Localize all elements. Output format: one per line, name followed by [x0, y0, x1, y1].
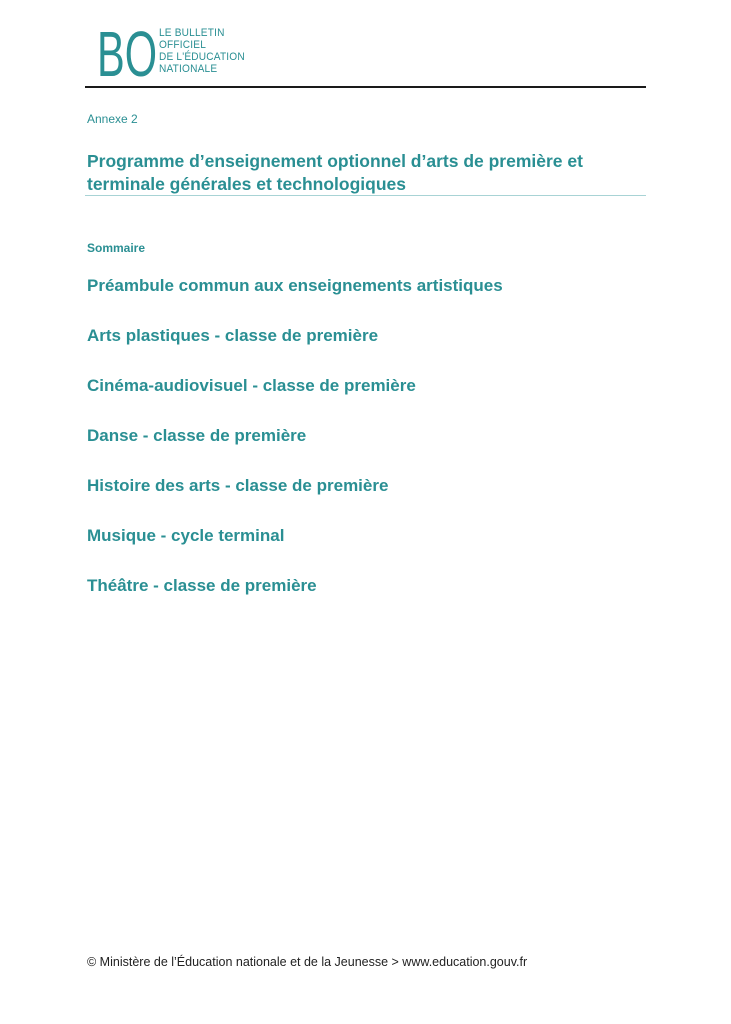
toc-item-danse[interactable]: Danse - classe de première [87, 426, 307, 445]
annexe-label: Annexe 2 [87, 112, 138, 126]
sommaire-heading: Sommaire [87, 241, 146, 255]
bo-logo-letters: BO [97, 20, 157, 82]
toc-item-arts-plastiques[interactable]: Arts plastiques - classe de première [87, 326, 379, 345]
toc-item-cinema-audiovisuel[interactable]: Cinéma-audiovisuel - classe de première [87, 376, 416, 395]
title-divider [85, 195, 646, 196]
logo-line: LE BULLETIN [159, 27, 225, 39]
toc-item-theatre[interactable]: Théâtre - classe de première [87, 576, 317, 595]
page-title: Programme d’enseignement optionnel d’arts de première et terminale générales et technologiques [87, 151, 583, 194]
toc-item-preambule[interactable]: Préambule commun aux enseignements artistiques [87, 276, 503, 295]
bo-logo-mark [97, 20, 157, 82]
logo-line: NATIONALE [159, 63, 218, 75]
bo-logo-text [159, 20, 252, 82]
table-of-contents [87, 275, 503, 625]
logo-line: DE L'ÉDUCATION [159, 51, 245, 63]
bo-logo [97, 20, 252, 82]
toc-item-histoire-des-arts[interactable]: Histoire des arts - classe de première [87, 476, 389, 495]
header-divider [85, 86, 646, 88]
footer-text: © Ministère de l’Éducation nationale et de la Jeunesse > www.education.gouv.fr [87, 955, 528, 969]
logo-line: OFFICIEL [159, 39, 207, 51]
toc-item-musique[interactable]: Musique - cycle terminal [87, 526, 285, 545]
